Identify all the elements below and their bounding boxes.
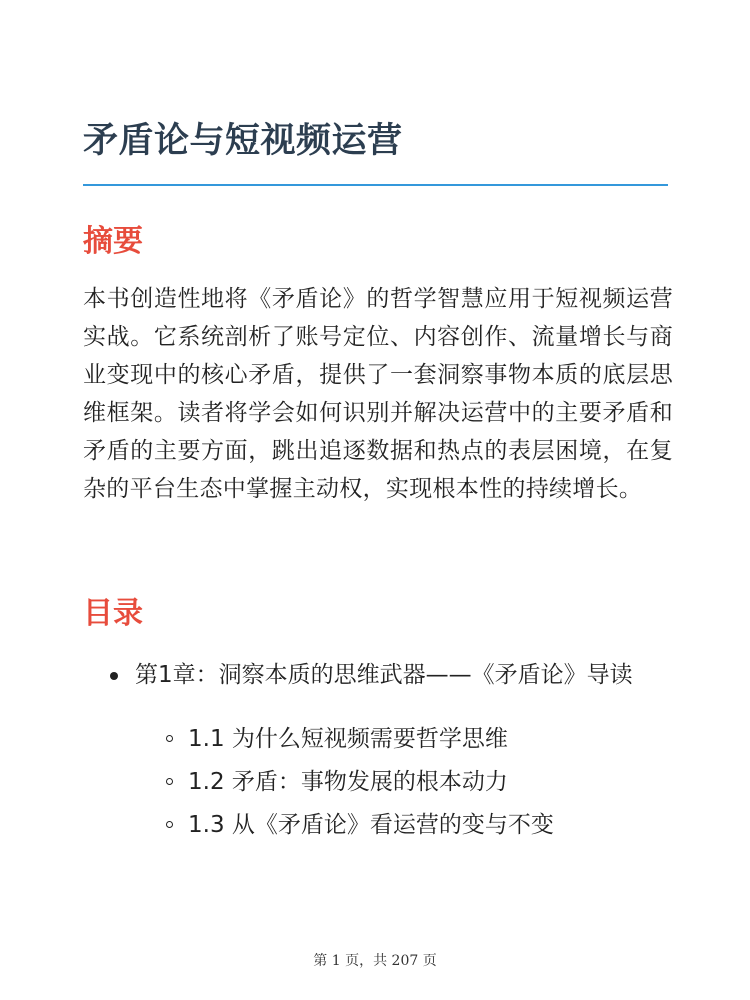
bullet-circle-icon — [166, 778, 173, 785]
bullet-circle-icon — [166, 735, 173, 742]
document-title: 矛盾论与短视频运营 — [83, 121, 403, 161]
abstract-body: 本书创造性地将《矛盾论》的哲学智慧应用于短视频运营实战。它系统剖析了账号定位、内容创作、流量增长与商业变现中的核心矛盾，提供了一套洞察事物本质的底层思维框架。读者将学会如何识别并解决运营中的主要矛盾和矛盾的主要方面，跳出追逐数据和热点的表层困境，在复杂的平台生态中掌握主动权，实现根本性的持续增长。 — [83, 286, 673, 502]
toc-chapter-label: 第1章：洞察本质的思维武器——《矛盾论》导读 — [135, 662, 633, 688]
toc-section-label: 1.1 为什么短视频需要哲学思维 — [188, 726, 508, 752]
toc-heading: 目录 — [83, 596, 143, 631]
toc-section-label: 1.3 从《矛盾论》看运营的变与不变 — [188, 812, 554, 838]
toc-sublist — [135, 718, 668, 847]
toc-section-1-2 — [135, 761, 668, 804]
toc-section-1-1 — [135, 718, 668, 761]
bullet-disc-icon — [110, 672, 118, 680]
abstract-heading: 摘要 — [83, 224, 143, 259]
document-page — [83, 0, 673, 1000]
toc-chapter-1 — [83, 656, 668, 847]
page-number-footer: 第 1 页，共 207 页 — [313, 953, 437, 969]
toc-section-1-3 — [135, 804, 668, 847]
toc-section-label: 1.2 矛盾：事物发展的根本动力 — [188, 769, 508, 795]
bullet-circle-icon — [166, 821, 173, 828]
title-divider — [83, 184, 668, 186]
toc-list — [83, 656, 668, 847]
